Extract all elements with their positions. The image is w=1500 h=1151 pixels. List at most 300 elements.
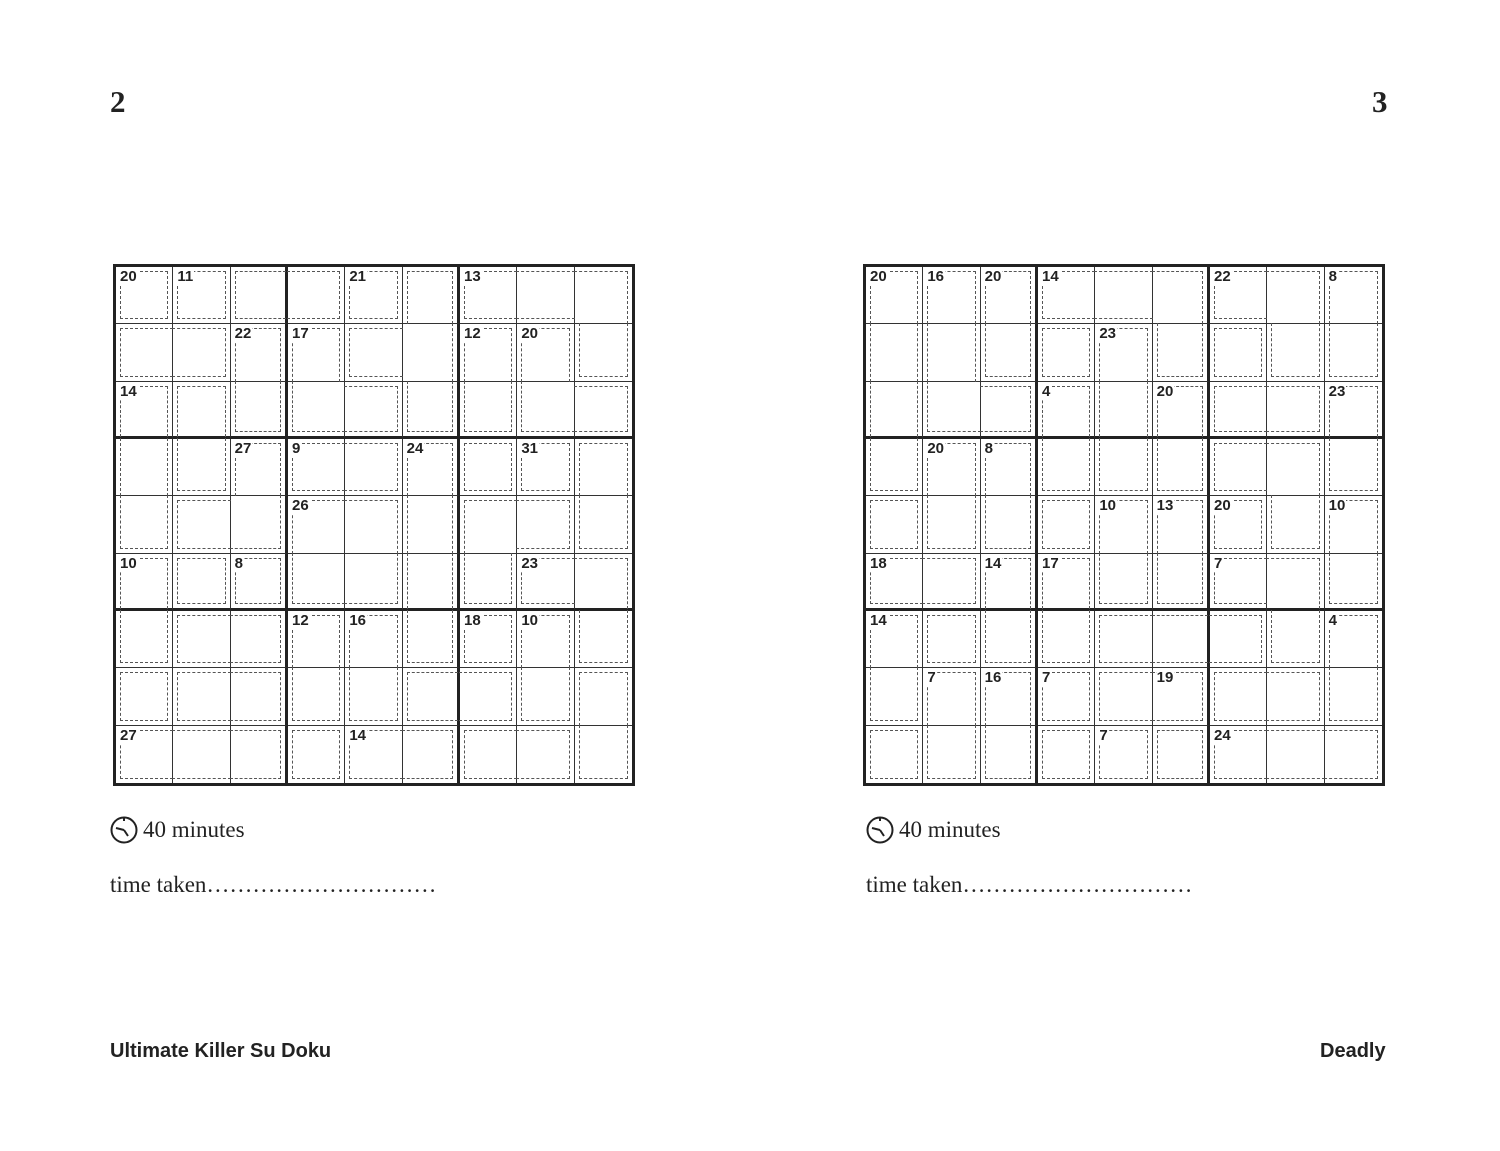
cage-outline bbox=[407, 672, 458, 720]
grid-cell[interactable] bbox=[1095, 611, 1152, 668]
time-taken-field-left[interactable]: time taken………………………… bbox=[110, 872, 437, 897]
cage-outline bbox=[464, 381, 512, 432]
cage-outline bbox=[1209, 615, 1262, 663]
cage-outline bbox=[574, 386, 628, 432]
grid-cell[interactable] bbox=[1153, 726, 1210, 783]
grid-cell[interactable] bbox=[403, 439, 460, 496]
cage-outline bbox=[927, 323, 975, 381]
cage-outline bbox=[230, 615, 281, 663]
cage-sum-clue: 22 bbox=[1213, 268, 1231, 285]
grid-cell[interactable] bbox=[460, 439, 517, 496]
grid-cell[interactable] bbox=[173, 382, 230, 439]
cage-outline bbox=[1271, 610, 1319, 663]
cage-sum-clue: 8 bbox=[234, 554, 243, 572]
grid-cell[interactable] bbox=[866, 382, 923, 439]
cage-sum-clue: 18 bbox=[463, 611, 481, 629]
cage-outline bbox=[344, 500, 397, 553]
cage-sum-clue: 16 bbox=[984, 669, 1002, 687]
grid-cell[interactable] bbox=[1153, 439, 1210, 496]
cage-outline bbox=[1099, 615, 1152, 663]
grid-cell[interactable] bbox=[460, 496, 517, 553]
cage-outline bbox=[464, 553, 512, 604]
grid-cell[interactable] bbox=[1267, 267, 1324, 324]
cage-outline bbox=[980, 386, 1031, 432]
grid-cell[interactable] bbox=[981, 324, 1038, 381]
grid-cell[interactable] bbox=[866, 496, 923, 553]
grid-cell[interactable] bbox=[116, 267, 173, 324]
cage-sum-clue: 24 bbox=[1213, 726, 1231, 744]
cage-sum-clue: 20 bbox=[870, 268, 887, 285]
grid-cell[interactable] bbox=[981, 439, 1038, 496]
grid-cell[interactable] bbox=[116, 668, 173, 725]
cage-sum-clue: 16 bbox=[927, 268, 945, 285]
cage-sum-clue: 14 bbox=[120, 382, 137, 400]
grid-cell[interactable] bbox=[1210, 611, 1267, 668]
grid-cell[interactable] bbox=[1038, 439, 1095, 496]
grid-cell[interactable] bbox=[1038, 496, 1095, 553]
cage-outline bbox=[1266, 558, 1319, 609]
grid-cell[interactable] bbox=[575, 611, 632, 668]
grid-cell[interactable] bbox=[173, 554, 230, 611]
grid-cell[interactable] bbox=[345, 726, 402, 783]
difficulty-footer: Deadly bbox=[1320, 1040, 1386, 1062]
grid-cell[interactable] bbox=[288, 439, 345, 496]
cage-outline bbox=[1157, 438, 1203, 491]
grid-cell[interactable] bbox=[1210, 439, 1267, 496]
grid-cell[interactable] bbox=[345, 439, 402, 496]
cage-outline bbox=[120, 328, 173, 376]
grid-cell[interactable] bbox=[403, 267, 460, 324]
grid-cell[interactable] bbox=[460, 382, 517, 439]
grid-cell[interactable] bbox=[517, 382, 574, 439]
cage-sum-clue: 4 bbox=[1041, 382, 1051, 400]
cage-sum-clue: 8 bbox=[1328, 268, 1337, 285]
cage-outline bbox=[407, 553, 453, 609]
grid-cell[interactable] bbox=[173, 267, 230, 324]
grid-cell[interactable] bbox=[981, 611, 1038, 668]
grid-cell[interactable] bbox=[1038, 668, 1095, 725]
cage-outline bbox=[1042, 610, 1090, 663]
grid-cell[interactable] bbox=[116, 382, 173, 439]
killer-sudoku-grid-left[interactable] bbox=[113, 264, 635, 786]
cage-sum-clue: 19 bbox=[1156, 669, 1174, 687]
cage-outline bbox=[927, 495, 975, 548]
cage-outline bbox=[292, 553, 345, 604]
cage-outline bbox=[1271, 495, 1319, 548]
cage-sum-clue: 7 bbox=[1041, 669, 1051, 687]
grid-cell[interactable] bbox=[345, 382, 402, 439]
cage-outline bbox=[985, 495, 1031, 548]
grid-cell[interactable] bbox=[288, 496, 345, 553]
grid-cell[interactable] bbox=[517, 439, 574, 496]
cage-outline bbox=[1042, 500, 1090, 548]
cage-outline bbox=[1266, 672, 1319, 720]
grid-cell[interactable] bbox=[575, 267, 632, 324]
cage-outline bbox=[579, 323, 628, 376]
grid-cell[interactable] bbox=[923, 267, 980, 324]
grid-cell[interactable] bbox=[345, 324, 402, 381]
grid-cell[interactable] bbox=[1267, 726, 1324, 783]
grid-cell[interactable] bbox=[575, 726, 632, 783]
cage-sum-clue: 23 bbox=[1328, 382, 1346, 400]
cage-outline bbox=[120, 495, 168, 548]
cage-outline bbox=[407, 495, 453, 553]
cage-sum-clue: 27 bbox=[120, 726, 137, 744]
cage-outline bbox=[574, 271, 628, 324]
grid-cell[interactable] bbox=[517, 668, 574, 725]
grid-cell[interactable] bbox=[116, 611, 173, 668]
cage-outline bbox=[1329, 553, 1378, 604]
grid-cell[interactable] bbox=[345, 611, 402, 668]
cage-outline bbox=[464, 730, 517, 779]
grid-cell[interactable] bbox=[1267, 554, 1324, 611]
cage-outline bbox=[1214, 328, 1262, 376]
grid-cell[interactable] bbox=[1095, 496, 1152, 553]
cage-outline bbox=[1042, 730, 1090, 779]
cage-outline bbox=[870, 438, 918, 491]
grid-cell[interactable] bbox=[1267, 611, 1324, 668]
grid-cell[interactable] bbox=[1153, 324, 1210, 381]
grid-cell[interactable] bbox=[981, 668, 1038, 725]
grid-cell[interactable] bbox=[231, 382, 288, 439]
cage-outline bbox=[1329, 438, 1378, 491]
grid-cell[interactable] bbox=[575, 668, 632, 725]
cage-sum-clue: 20 bbox=[1156, 382, 1174, 400]
cage-outline bbox=[1099, 381, 1147, 437]
grid-cell[interactable] bbox=[173, 439, 230, 496]
cage-sum-clue: 12 bbox=[291, 611, 309, 629]
grid-cell[interactable] bbox=[866, 668, 923, 725]
grid-cell[interactable] bbox=[866, 554, 923, 611]
grid-cell[interactable] bbox=[517, 611, 574, 668]
grid-cell[interactable] bbox=[1038, 382, 1095, 439]
grid-cell[interactable] bbox=[981, 382, 1038, 439]
grid-cell[interactable] bbox=[1095, 439, 1152, 496]
cage-sum-clue: 13 bbox=[463, 268, 481, 285]
grid-cell[interactable] bbox=[116, 726, 173, 783]
grid-cell[interactable] bbox=[345, 496, 402, 553]
grid-cell[interactable] bbox=[1325, 668, 1382, 725]
cage-outline bbox=[1266, 443, 1319, 496]
grid-cell[interactable] bbox=[517, 324, 574, 381]
cage-sum-clue: 27 bbox=[234, 439, 252, 457]
grid-cell[interactable] bbox=[460, 267, 517, 324]
cage-sum-clue: 20 bbox=[120, 268, 137, 285]
grid-cell[interactable] bbox=[403, 324, 460, 381]
grid-cell[interactable] bbox=[1325, 382, 1382, 439]
grid-cell[interactable] bbox=[1095, 554, 1152, 611]
grid-cell[interactable] bbox=[173, 611, 230, 668]
cage-outline bbox=[177, 386, 225, 437]
grid-cell[interactable] bbox=[403, 554, 460, 611]
cage-outline bbox=[1042, 438, 1090, 491]
cage-outline bbox=[120, 438, 168, 496]
grid-cell[interactable] bbox=[116, 554, 173, 611]
cage-outline bbox=[516, 271, 574, 319]
cage-sum-clue: 23 bbox=[1099, 325, 1117, 343]
grid-cell[interactable] bbox=[517, 267, 574, 324]
grid-cell[interactable] bbox=[173, 324, 230, 381]
grid-cell[interactable] bbox=[866, 324, 923, 381]
grid-cell[interactable] bbox=[1325, 496, 1382, 553]
cage-outline bbox=[521, 667, 569, 720]
cage-outline bbox=[172, 730, 230, 779]
grid-cell[interactable] bbox=[403, 668, 460, 725]
grid-cell[interactable] bbox=[460, 554, 517, 611]
grid-cell[interactable] bbox=[116, 439, 173, 496]
grid-cell[interactable] bbox=[231, 668, 288, 725]
grid-cell[interactable] bbox=[403, 496, 460, 553]
grid-cell[interactable] bbox=[345, 668, 402, 725]
grid-cell[interactable] bbox=[288, 382, 345, 439]
grid-cell[interactable] bbox=[1153, 668, 1210, 725]
grid-cell[interactable] bbox=[866, 611, 923, 668]
grid-cell[interactable] bbox=[1210, 668, 1267, 725]
cage-sum-clue: 14 bbox=[1041, 268, 1059, 285]
grid-cell[interactable] bbox=[1095, 267, 1152, 324]
grid-cell[interactable] bbox=[1038, 726, 1095, 783]
cage-sum-clue: 17 bbox=[1041, 554, 1059, 572]
cage-sum-clue: 24 bbox=[406, 439, 424, 457]
grid-cell[interactable] bbox=[1210, 726, 1267, 783]
grid-cell[interactable] bbox=[1210, 382, 1267, 439]
grid-cell[interactable] bbox=[460, 668, 517, 725]
grid-cell[interactable] bbox=[288, 726, 345, 783]
grid-cell[interactable] bbox=[288, 668, 345, 725]
grid-cell[interactable] bbox=[1325, 726, 1382, 783]
grid-cell[interactable] bbox=[1267, 668, 1324, 725]
grid-cell[interactable] bbox=[1095, 382, 1152, 439]
cage-outline bbox=[292, 381, 345, 432]
grid-cell[interactable] bbox=[288, 611, 345, 668]
cage-sum-clue: 23 bbox=[521, 554, 539, 572]
cage-sum-clue: 14 bbox=[984, 554, 1002, 572]
grid-cell[interactable] bbox=[288, 324, 345, 381]
grid-cell[interactable] bbox=[1095, 668, 1152, 725]
cage-sum-clue: 4 bbox=[1328, 611, 1337, 629]
cage-sum-clue: 20 bbox=[521, 325, 539, 343]
cage-outline bbox=[344, 386, 397, 432]
grid-cell[interactable] bbox=[345, 554, 402, 611]
cage-outline bbox=[1042, 328, 1090, 376]
cage-outline bbox=[1094, 271, 1152, 319]
cage-outline bbox=[1099, 438, 1147, 491]
cage-outline bbox=[230, 672, 281, 720]
grid-cell[interactable] bbox=[1210, 554, 1267, 611]
grid-cell[interactable] bbox=[460, 324, 517, 381]
cage-sum-clue: 20 bbox=[1213, 497, 1231, 515]
time-taken-field-right[interactable]: time taken………………………… bbox=[866, 872, 1193, 897]
cage-outline bbox=[579, 495, 628, 548]
cage-outline bbox=[870, 381, 918, 437]
grid-cell[interactable] bbox=[981, 726, 1038, 783]
cage-sum-clue: 14 bbox=[870, 611, 887, 629]
book-title-footer: Ultimate Killer Su Doku bbox=[110, 1040, 332, 1062]
cage-outline bbox=[230, 730, 281, 779]
cage-outline bbox=[1266, 271, 1319, 324]
grid-cell[interactable] bbox=[116, 496, 173, 553]
cage-outline bbox=[927, 615, 975, 663]
grid-cell[interactable] bbox=[517, 726, 574, 783]
grid-cell[interactable] bbox=[981, 496, 1038, 553]
grid-cell[interactable] bbox=[1153, 267, 1210, 324]
grid-cell[interactable] bbox=[1325, 439, 1382, 496]
cage-outline bbox=[1157, 730, 1203, 779]
cage-outline bbox=[177, 672, 230, 720]
cage-outline bbox=[521, 381, 574, 432]
grid-cell[interactable] bbox=[575, 496, 632, 553]
cage-outline bbox=[344, 553, 397, 604]
grid-cell[interactable] bbox=[923, 382, 980, 439]
grid-cell[interactable] bbox=[231, 267, 288, 324]
cage-outline bbox=[1099, 553, 1147, 604]
cage-outline bbox=[230, 495, 281, 548]
cage-outline bbox=[120, 672, 168, 720]
grid-cell[interactable] bbox=[575, 324, 632, 381]
grid-cell[interactable] bbox=[575, 382, 632, 439]
cage-outline bbox=[344, 443, 397, 491]
cage-outline bbox=[1214, 672, 1267, 720]
grid-cell[interactable] bbox=[231, 554, 288, 611]
cage-sum-clue: 13 bbox=[1156, 497, 1174, 515]
grid-cell[interactable] bbox=[460, 611, 517, 668]
cage-outline bbox=[287, 271, 340, 319]
cage-outline bbox=[985, 323, 1031, 376]
grid-cell[interactable] bbox=[1210, 496, 1267, 553]
grid-cell[interactable] bbox=[923, 611, 980, 668]
cage-sum-clue: 12 bbox=[463, 325, 481, 343]
cage-sum-clue: 7 bbox=[927, 669, 936, 687]
cage-outline bbox=[177, 615, 230, 663]
cage-sum-clue: 11 bbox=[177, 268, 194, 285]
grid-cell[interactable] bbox=[1095, 324, 1152, 381]
grid-cell[interactable] bbox=[866, 267, 923, 324]
grid-cell[interactable] bbox=[517, 554, 574, 611]
grid-cell[interactable] bbox=[923, 496, 980, 553]
cage-sum-clue: 20 bbox=[984, 268, 1002, 285]
grid-cell[interactable] bbox=[173, 726, 230, 783]
grid-cell[interactable] bbox=[923, 554, 980, 611]
grid-cell[interactable] bbox=[231, 496, 288, 553]
time-limit-left bbox=[110, 816, 245, 844]
cage-outline bbox=[516, 500, 569, 548]
grid-cell[interactable] bbox=[231, 439, 288, 496]
cage-sum-clue: 7 bbox=[1099, 726, 1108, 744]
grid-cell[interactable] bbox=[231, 324, 288, 381]
grid-cell[interactable] bbox=[1325, 611, 1382, 668]
cage-outline bbox=[177, 558, 225, 604]
grid-cell[interactable] bbox=[575, 439, 632, 496]
cage-sum-clue: 21 bbox=[349, 268, 367, 285]
cage-outline bbox=[402, 730, 453, 779]
grid-cell[interactable] bbox=[460, 726, 517, 783]
grid-cell[interactable] bbox=[288, 267, 345, 324]
cage-outline bbox=[235, 271, 286, 319]
grid-cell[interactable] bbox=[1153, 611, 1210, 668]
grid-cell[interactable] bbox=[1153, 496, 1210, 553]
cage-sum-clue: 20 bbox=[927, 439, 945, 457]
cage-sum-clue: 16 bbox=[349, 611, 367, 629]
grid-cell[interactable] bbox=[517, 496, 574, 553]
cage-outline bbox=[172, 328, 225, 376]
grid-cell[interactable] bbox=[1038, 611, 1095, 668]
cage-outline bbox=[870, 667, 918, 720]
cage-outline bbox=[292, 667, 340, 720]
grid-cell[interactable] bbox=[923, 439, 980, 496]
grid-cell[interactable] bbox=[981, 267, 1038, 324]
grid-cell[interactable] bbox=[231, 611, 288, 668]
grid-cell[interactable] bbox=[1153, 554, 1210, 611]
grid-cell[interactable] bbox=[231, 726, 288, 783]
cage-outline bbox=[985, 610, 1031, 663]
time-limit-text: 40 minutes bbox=[899, 817, 1001, 842]
grid-cell[interactable] bbox=[288, 554, 345, 611]
grid-cell[interactable] bbox=[1267, 324, 1324, 381]
grid-cell[interactable] bbox=[173, 496, 230, 553]
cage-outline bbox=[1271, 323, 1319, 376]
grid-cell[interactable] bbox=[1153, 382, 1210, 439]
grid-cell[interactable] bbox=[1325, 324, 1382, 381]
grid-cell[interactable] bbox=[116, 324, 173, 381]
grid-cell[interactable] bbox=[1038, 554, 1095, 611]
cage-outline bbox=[407, 610, 453, 663]
grid-cell[interactable] bbox=[866, 726, 923, 783]
grid-cell[interactable] bbox=[1038, 267, 1095, 324]
cage-outline bbox=[1329, 667, 1378, 720]
cage-sum-clue: 14 bbox=[349, 726, 367, 744]
cage-outline bbox=[464, 443, 512, 491]
cage-outline bbox=[579, 725, 628, 779]
cage-outline bbox=[459, 672, 512, 720]
grid-cell[interactable] bbox=[1210, 324, 1267, 381]
grid-cell[interactable] bbox=[173, 668, 230, 725]
grid-cell[interactable] bbox=[403, 611, 460, 668]
grid-cell[interactable] bbox=[1095, 726, 1152, 783]
grid-cell[interactable] bbox=[1325, 554, 1382, 611]
grid-cell[interactable] bbox=[575, 554, 632, 611]
grid-cell[interactable] bbox=[923, 726, 980, 783]
grid-cell[interactable] bbox=[866, 439, 923, 496]
time-limit-text: 40 minutes bbox=[143, 817, 245, 842]
clock-icon bbox=[866, 816, 894, 844]
grid-cell[interactable] bbox=[1267, 382, 1324, 439]
grid-cell[interactable] bbox=[1038, 324, 1095, 381]
cage-sum-clue: 31 bbox=[521, 439, 539, 457]
cage-outline bbox=[985, 725, 1031, 779]
cage-sum-clue: 17 bbox=[291, 325, 309, 343]
cage-outline bbox=[1329, 323, 1378, 376]
grid-cell[interactable] bbox=[1325, 267, 1382, 324]
grid-cell[interactable] bbox=[1267, 439, 1324, 496]
grid-cell[interactable] bbox=[981, 554, 1038, 611]
killer-sudoku-grid-right[interactable] bbox=[863, 264, 1385, 786]
cage-outline bbox=[1266, 730, 1324, 779]
grid-cell[interactable] bbox=[1267, 496, 1324, 553]
grid-cell[interactable] bbox=[345, 267, 402, 324]
grid-cell[interactable] bbox=[923, 668, 980, 725]
grid-cell[interactable] bbox=[923, 324, 980, 381]
grid-cell[interactable] bbox=[403, 726, 460, 783]
cage-sum-clue: 10 bbox=[1328, 497, 1346, 515]
cage-outline bbox=[574, 558, 628, 609]
cage-outline bbox=[120, 610, 168, 663]
grid-cell[interactable] bbox=[1210, 267, 1267, 324]
cage-outline bbox=[870, 500, 918, 548]
cage-outline bbox=[1266, 386, 1319, 432]
cage-outline bbox=[1214, 386, 1267, 432]
page-number-left: 2 bbox=[110, 84, 126, 119]
grid-cell[interactable] bbox=[403, 382, 460, 439]
